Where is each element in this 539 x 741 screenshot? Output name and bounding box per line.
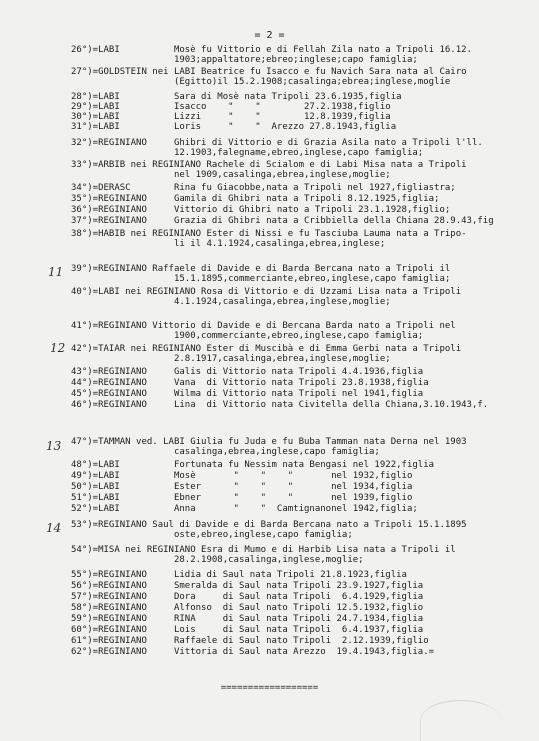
record-line: 34°)=DERASC Rina fu Giacobbe,nata a Tripoli nel 1927,figliastra; — [71, 183, 456, 193]
record-line: 58°)=REGINIANO Alfonso di Saul nato Tripoli 12.5.1932,figlio — [71, 603, 424, 613]
record-line: 12.1903,falegname,ebreo,inglese,capo famiglia; — [71, 148, 424, 158]
record-line: 46°)=REGINIANO Lina di Vittorio nata Civitella della Chiana,3.10.1943,f. — [71, 400, 489, 410]
record-line: oste,ebreo,inglese,capo famiglia; — [71, 530, 353, 540]
record-line: 26°)=LABI Mosè fu Vittorio e di Fellah Zila nato a Tripoli 16.12. — [71, 45, 472, 55]
record-line: 36°)=REGINIANO Vittorio di Ghibri nato a Tripoli 23.1.1928,figlio; — [71, 205, 451, 215]
record-line: 29°)=LABI Isacco " " 27.2.1938,figlio — [71, 102, 391, 112]
record-line: 47°)=TAMMAN ved. LABI Giulia fu Juda e fu Buba Tamman nata Derna nel 1903 — [71, 437, 467, 447]
margin-number: 11 — [48, 265, 64, 279]
record-line: 51°)=LABI Ebner " " " nel 1939,figlio — [71, 493, 413, 503]
record-line: 62°)=REGINIANO Vittoria di Saul nata Arezzo 19.4.1943,figlia.= — [71, 647, 435, 657]
record-line: 48°)=LABI Fortunata fu Nessim nata Bengasi nel 1922,figlia — [71, 460, 435, 470]
record-line: 53°)=REGINIANO Saul di Davide e di Barda Bercana nato a Tripoli 15.1.1895 — [71, 520, 467, 530]
record-line: casalinga,ebrea,inglese,capo famiglia; — [71, 447, 380, 457]
record-line: 54°)=MISA nei REGINIANO Esra di Mumo e di Harbib Lisa nata a Tripoli il — [71, 545, 456, 555]
record-line: 41°)=REGINIANO Vittorio di Davide e di Bercana Barda nato a Tripoli nel — [71, 321, 456, 331]
record-line: 50°)=LABI Ester " " " nel 1934,figlia — [71, 482, 413, 492]
record-line: 57°)=REGINIANO Dora di Saul nata Tripoli 6.4.1929,figlia — [71, 592, 424, 602]
record-line: li il 4.1.1924,casalinga,ebrea,inglese; — [71, 239, 386, 249]
record-line: 40°)=LABI nei REGINIANO Rosa di Vittorio e di Uzzami Lisa nata a Tripoli — [71, 287, 462, 297]
record-line: 56°)=REGINIANO Smeralda di Saul nata Tripoli 23.9.1927,figlia — [71, 581, 424, 591]
record-line: 38°)=HABIB nei REGINIANO Ester di Nissi e fu Tasciuba Lauma nata a Tripo- — [71, 229, 467, 239]
record-line: 28.2.1908,casalinga,inglese,moglie; — [71, 555, 364, 565]
record-line: 43°)=REGINIANO Galis di Vittorio nata Tripoli 4.4.1936,figlia — [71, 367, 424, 377]
record-line: 59°)=REGINIANO RINA di Saul nata Tripoli 24.7.1934,figlia — [71, 614, 424, 624]
record-line: 31°)=LABI Loris " " Arezzo 27.8.1943,figlia — [71, 122, 397, 132]
record-line: 44°)=REGINIANO Vana di Vittorio nata Tripoli 23.8.1938,figlia — [71, 378, 429, 388]
record-line: 49°)=LABI Mosè " " " nel 1932,figlio — [71, 471, 413, 481]
record-line: nel 1909,casalinga,ebrea,inglese,moglie; — [71, 170, 391, 180]
margin-number: 13 — [46, 439, 62, 453]
record-line: 45°)=REGINIANO Wilma di Vittorio nata Tripoli nel 1941,figlia — [71, 389, 424, 399]
record-line: 32°)=REGINIANO Ghibri di Vittorio e di Grazia Asila nato a Tripoli l'll. — [71, 138, 483, 148]
record-line: 27°)=GOLDSTEIN nei LABI Beatrice fu Isacco e fu Navich Sara nata al Cairo — [71, 67, 467, 77]
closing-separator: ================== — [220, 683, 319, 693]
record-line: 61°)=REGINIANO Raffaele di Saul nato Tripoli 2.12.1939,figlio — [71, 636, 429, 646]
faint-stamp — [420, 700, 501, 741]
record-line: 1900,commerciante,ebreo,inglese,capo famiglia; — [71, 331, 424, 341]
record-line: 33°)=ARBIB nei REGINIANO Rachele di Scialom e di Labi Misa nata a Tripoli — [71, 160, 467, 170]
record-line: 37°)=REGINIANO Grazia di Ghibri nata a Cribbiella della Chiana 28.9.43,fig — [71, 216, 494, 226]
record-line: 42°)=TAIAR nei REGINIANO Ester di Muscibà e di Emma Gerbi nata a Tripoli — [71, 344, 462, 354]
record-line: 2.8.1917,casalinga,ebrea,inglese,moglie; — [71, 354, 391, 364]
record-line: 30°)=LABI Lizzi " " 12.8.1939,figlia — [71, 112, 391, 122]
record-line: 28°)=LABI Sara di Mosè nata Tripoli 23.6.1935,figlia — [71, 92, 402, 102]
record-line: 52°)=LABI Anna " " Camtignanonel 1942,figlia; — [71, 504, 418, 514]
record-line: 55°)=REGINIANO Lidia di Saul nata Tripoli 21.8.1923,figlia — [71, 570, 407, 580]
record-line: 35°)=REGINIANO Gamila di Ghibri nata a Tripoli 8.12.1925,figlia; — [71, 194, 440, 204]
record-line: (Egitto)il 15.2.1908;casalinga;ebrea;inglese,moglie — [71, 77, 451, 87]
record-line: 39°)=REGINIANO Raffaele di Davide e di Barda Bercana nato a Tripoli il — [71, 264, 451, 274]
record-line: 4.1.1924,casalinga,ebrea,inglese,moglie; — [71, 297, 391, 307]
record-line: 1903;appaltatore;ebreo;inglese;capo famiglia; — [71, 55, 418, 65]
record-line: 60°)=REGINIANO Lois di Saul nata Tripoli 6.4.1937,figlia — [71, 625, 424, 635]
margin-number: 14 — [46, 521, 62, 535]
page-number: = 2 = — [254, 30, 285, 41]
record-line: 15.1.1895,commerciante,ebreo,inglese,capo famiglia; — [71, 274, 451, 284]
margin-number: 12 — [50, 341, 66, 355]
